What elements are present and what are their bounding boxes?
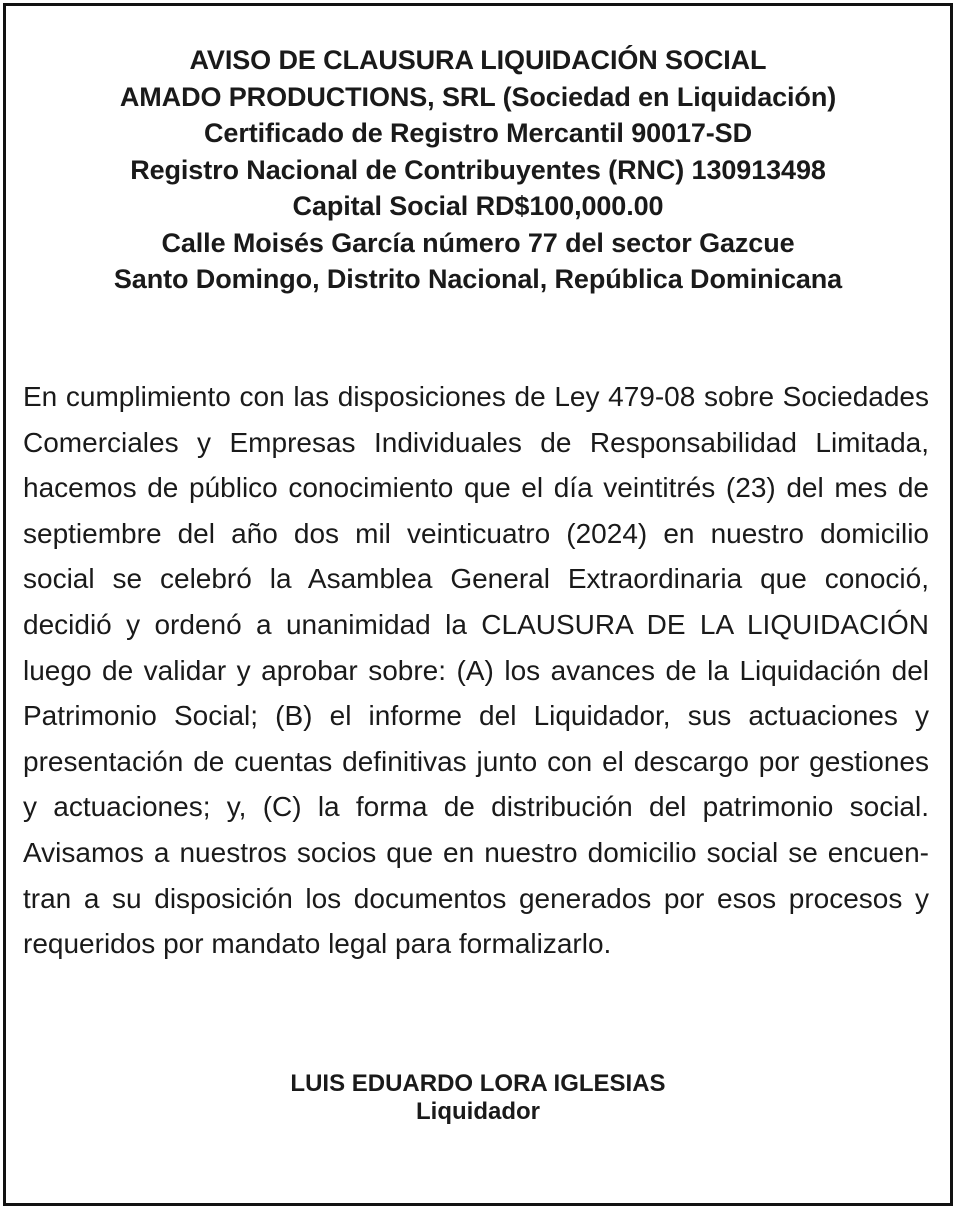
notice-title: AVISO DE CLAUSURA LIQUIDACIÓN SOCIAL	[189, 45, 767, 75]
city-address: Santo Domingo, Distrito Nacional, República Dominicana	[113, 264, 843, 294]
signatory-name: LUIS EDUARDO LORA IGLESIAS	[290, 1070, 666, 1097]
signatory-title: Liquidador	[416, 1098, 540, 1125]
street-address: Calle Moisés García número 77 del sector Gazcue	[161, 227, 795, 258]
notice-body: En cumplimiento con las disposiciones de Ley 479-08 sobre Sociedades Comerciales y Empresas Individuales de Responsabilidad Limitada, hacemos de público conocimiento que el día veintitrés (23) del mes de septiembre del año dos mil veinticuatro (2024) en nuestro domicilio social se celebró la Asamblea General Extraordinaria que conoció, decidió y ordenó a unanimidad la CLAUSURA DE LA LIQUIDACIÓN luego de validar y aprobar sobre: (A) los avances de la Liquidación del Patrimonio Social; (B) el informe del Liquidador, sus actuaciones y presentación de cuentas definitivas junto con el descargo por gestiones y actuaciones; y, (C) la forma de distribución del patrimonio social. Avisamos a nuestros socios que en nuestro domicilio social se encuen-tran a su disposición los documentos generados por esos procesos y requeridos por mandato legal para formalizarlo.	[23, 381, 929, 960]
taxpayer-registry: Registro Nacional de Contribuyentes (RNC) 130913498	[130, 154, 826, 185]
mercantile-registry: Certificado de Registro Mercantil 90017-SD	[204, 118, 752, 148]
company-name: AMADO PRODUCTIONS, SRL (Sociedad en Liquidación)	[119, 81, 837, 112]
notice-header	[6, 42, 950, 298]
signature-block	[6, 1070, 950, 1126]
social-capital: Capital Social RD$100,000.00	[292, 191, 664, 221]
notice-frame	[3, 3, 953, 1206]
